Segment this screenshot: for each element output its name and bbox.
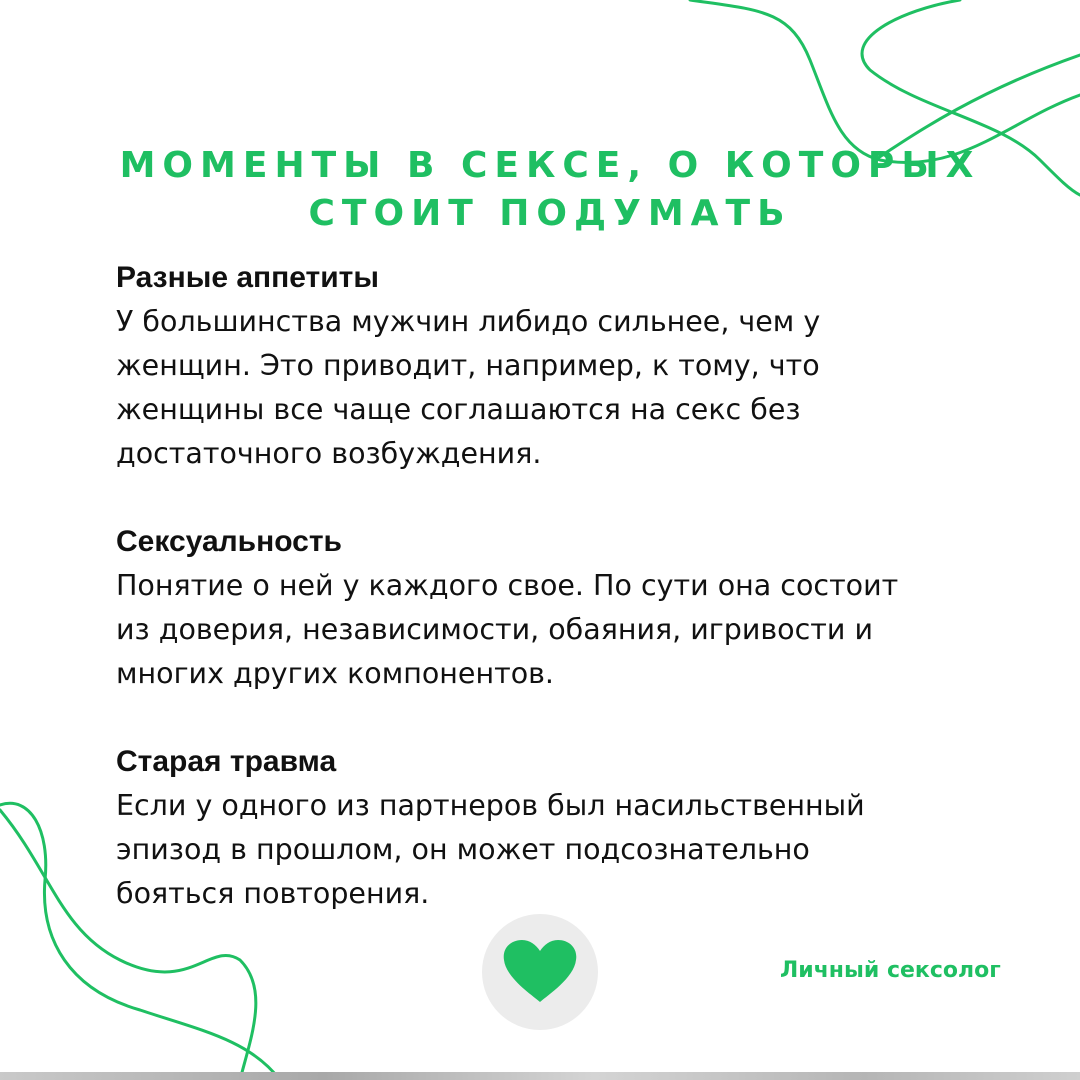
section-text: Если у одного из партнеров был насильственный эпизод в прошлом, он может подсознательно бояться повторения. [116,789,865,910]
section-old-trauma [116,740,1016,916]
section-different-appetites [116,256,1016,476]
section-heading: Сексуальность [116,525,342,558]
content-sections [116,256,1016,960]
section-text: У большинства мужчин либидо сильнее, чем у женщин. Это приводит, например, к тому, что женщины все чаще соглашаются на секс без достаточного возбуждения. [116,305,821,470]
section-heading: Разные аппетиты [116,261,379,294]
top-right-curve-1 [690,0,1080,163]
title-line-2: СТОИТ ПОДУМАТЬ [308,193,792,234]
section-heading: Старая травма [116,745,337,778]
heart-badge [482,914,598,1030]
brand-name: Личный сексолог [780,958,1001,983]
section-sexuality [116,520,1016,696]
heart-icon [502,940,578,1004]
title-line-1: МОМЕНТЫ В СЕКСЕ, О КОТОРЫХ [119,145,981,186]
page-title [90,142,1010,238]
bottom-image-strip [0,1072,1080,1080]
section-text: Понятие о ней у каждого свое. По сути она состоит из доверия, независимости, обаяния, игривости и многих других компонентов. [116,569,899,690]
